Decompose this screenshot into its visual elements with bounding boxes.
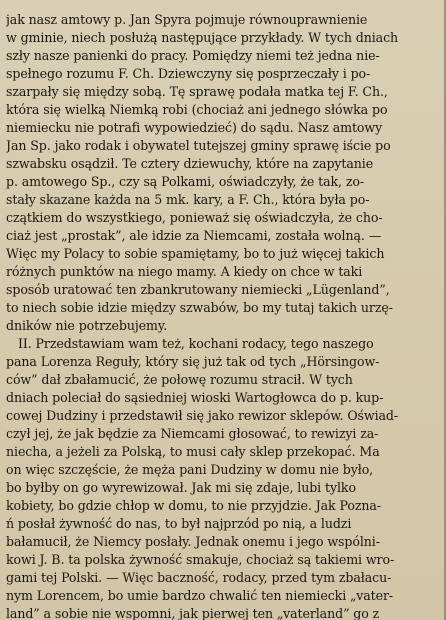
- text-line: cowej Dudziny i przedstawił się jako rewizor sklepów. Oświad-: [6, 408, 399, 423]
- text-line: ców” dał zbałamucić, że połowę rozumu stracił. W tych: [6, 372, 353, 387]
- text-line: szwabsku osądził. Te cztery dziewuchy, które na zapytanie: [6, 156, 374, 171]
- text-line: to niech sobie idzie między szwabów, bo my tutaj takich urzę-: [6, 300, 393, 315]
- text-line: szły nasze panienki do pracy. Pomiędzy niemi też jedna nie-: [6, 48, 380, 63]
- text-line: niecha, a jeżeli za Polską, to musi cały sklep przekopać. Ma: [6, 444, 380, 459]
- text-line: ń posłał żywność do nas, to był najprzód po nią, a ludzi: [6, 516, 352, 531]
- text-line: bo byłby on go wyrewizował. Jak mi się zdaje, lubi tylko: [6, 480, 356, 495]
- text-line: ciaż jest „prostak”, ale idzie za Niemcami, została wolną. —: [6, 228, 382, 243]
- text-line: bałamucił, że Niemcy posłały. Jednak onemu i jego wspólni-: [6, 534, 380, 549]
- text-line: Więc my Polacy to sobie spamiętamy, bo to już więcej takich: [6, 246, 385, 261]
- text-line: stały skazane każda na 5 mk. kary, a F. Ch., która była po-: [6, 192, 370, 207]
- text-line: spełnego rozumu F. Ch. Dziewczyny się posprzeczały i po-: [6, 66, 371, 81]
- text-line: różnych punktów na niego mamy. A kiedy on chce w taki: [6, 264, 363, 279]
- text-line: Jan Sp. jako rodak i obywatel tutejszej gminy sprawę iście po: [6, 138, 391, 153]
- text-line: p. amtowego Sp., czy są Polkami, oświadczyły, że tak, zo-: [6, 174, 365, 189]
- text-line: w gminie, niech posłużą następujące przykłady. W tych dniach: [6, 30, 399, 45]
- text-line: która się wielką Niemką robi (chociaż ani jednego słówka po: [6, 102, 388, 117]
- text-line: czątkiem do wszystkiego, ponieważ się oświadczyła, że cho-: [6, 210, 383, 225]
- text-line: [6, 0, 438, 10]
- text-line: nym Lorencem, bo umie bardzo chwalić ten niemiecki „vater-: [6, 588, 394, 603]
- text-line: niemiecku nie potrafi wypowiedzieć) do sądu. Nasz amtowy: [6, 120, 383, 135]
- text-line: on więc szczęście, że męża pani Dudziny w domu nie było,: [6, 462, 374, 477]
- text-line: II. Przedstawiam wam też, kochani rodacy, tego naszego: [18, 336, 374, 351]
- text-line: jak nasz amtowy p. Jan Spyra pojmuje równouprawnienie: [6, 12, 368, 27]
- text-line: kobiety, bo gdzie chłop w domu, to nie przyjdzie. Jak Pozna-: [6, 498, 381, 513]
- text-line: dników nie potrzebujemy.: [6, 318, 168, 333]
- text-line: czył jej, że jak będzie za Niemcami głosować, to rewizyi za-: [6, 426, 379, 441]
- text-line: szarpały się między sobą. Tę sprawę podała matka tej F. Ch.,: [6, 84, 388, 99]
- text-line: gami tej Polski. — Więc baczność, rodacy, przed tym zbałacu-: [6, 570, 392, 585]
- text-line: kowi J. B. ta polska żywność smakuje, chociaż są takiemi wro-: [6, 552, 395, 567]
- text-line: dniach poleciał do sąsiedniej wioski Wartogłowca do p. kup-: [6, 390, 384, 405]
- text-line: sposób uratować ten zbankrutowany niemiecki „Lügenland”,: [6, 282, 390, 297]
- text-line: land” a sobie nie wspomni, jak pierwej ten „vaterland” go z: [6, 606, 380, 620]
- text-line: pana Lorenza Reguły, który się już tak od tych „Hörsingow-: [6, 354, 380, 369]
